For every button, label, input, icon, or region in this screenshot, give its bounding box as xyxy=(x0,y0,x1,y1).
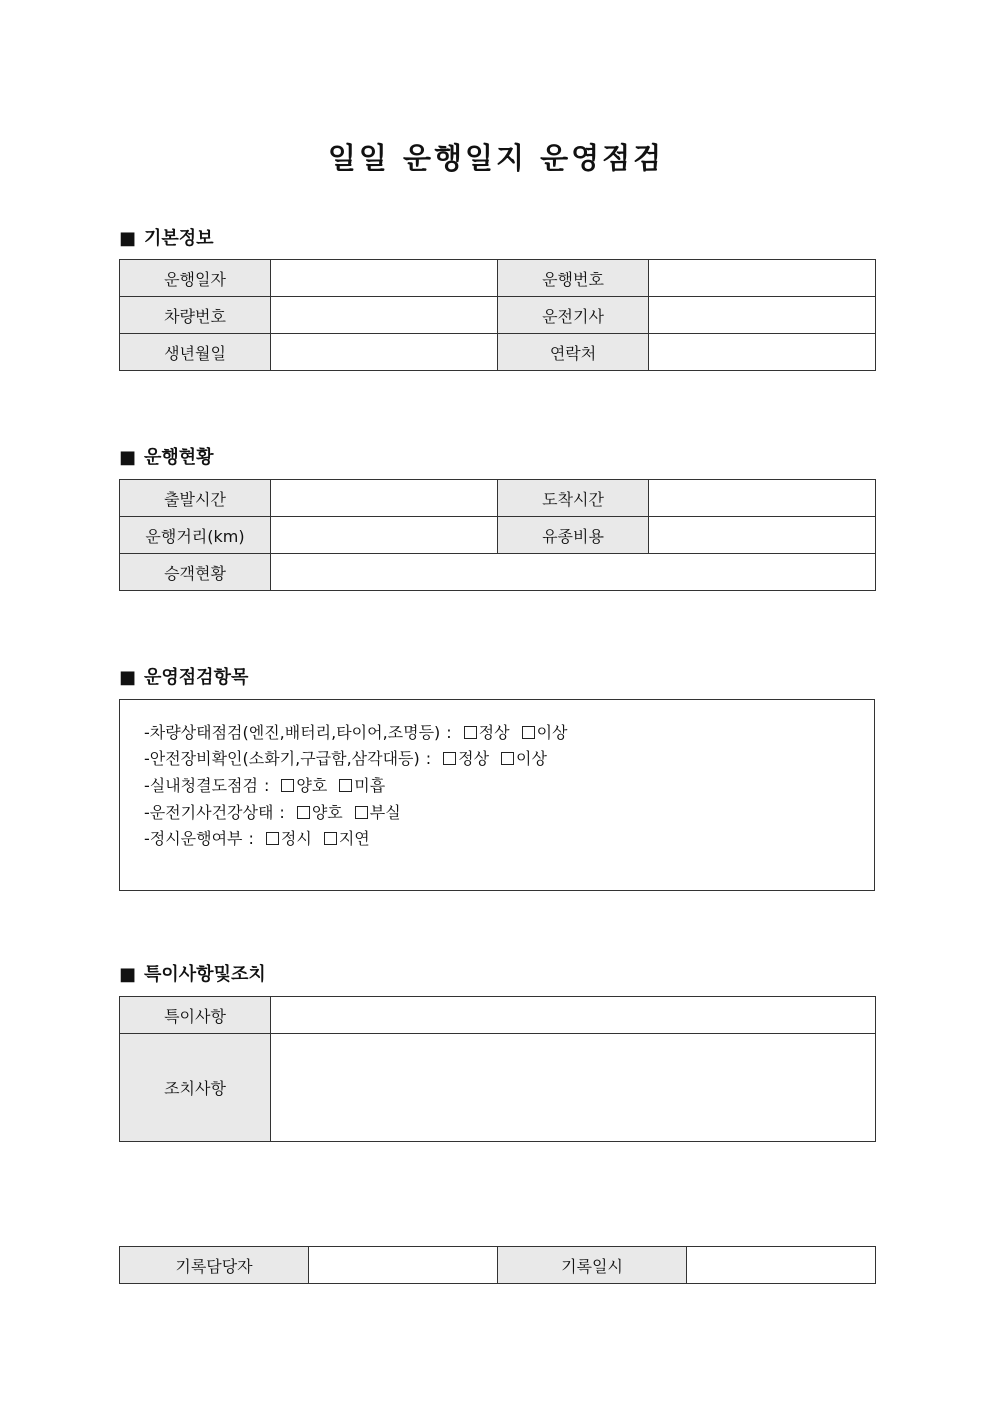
record-datetime-field[interactable] xyxy=(687,1247,876,1284)
driver-label: 운전기사 xyxy=(498,297,649,334)
table-row xyxy=(120,517,876,554)
checkbox[interactable] xyxy=(501,752,514,765)
section-heading-basic-label: 기본정보 xyxy=(144,228,214,249)
checkbox[interactable] xyxy=(281,779,294,792)
section-heading-inspection xyxy=(119,663,248,689)
distance-label: 운행거리(km) xyxy=(120,517,271,554)
contact-field[interactable] xyxy=(649,334,876,371)
actions-field[interactable] xyxy=(271,1034,876,1142)
checklist-item-label: -차량상태점검(엔진,배터리,타이어,조명등) xyxy=(144,723,441,742)
table-row xyxy=(120,997,876,1034)
departure-time-label: 출발시간 xyxy=(120,480,271,517)
table-row xyxy=(120,260,876,297)
square-bullet-icon: ■ xyxy=(119,228,137,249)
page-title: 일일 운행일지 운영점검 xyxy=(327,141,665,175)
section-heading-basic xyxy=(119,224,214,250)
section-heading-operation xyxy=(119,443,214,469)
checkbox[interactable] xyxy=(339,779,352,792)
checkbox[interactable] xyxy=(324,832,337,845)
table-row xyxy=(120,334,876,371)
drive-number-label: 운행번호 xyxy=(498,260,649,297)
contact-label: 연락처 xyxy=(498,334,649,371)
checkbox-label: 미흡 xyxy=(354,776,386,795)
drive-number-field[interactable] xyxy=(649,260,876,297)
checklist-item-vehicle: -차량상태점검(엔진,배터리,타이어,조명등) : 정상 이상 xyxy=(144,723,568,742)
record-datetime-label: 기록일시 xyxy=(498,1247,687,1284)
drive-date-field[interactable] xyxy=(271,260,498,297)
departure-time-field[interactable] xyxy=(271,480,498,517)
checklist-item-label: -실내청결도점검 xyxy=(144,776,258,795)
special-notes-label: 특이사항 xyxy=(120,997,271,1034)
section-heading-inspection-label: 운영점검항목 xyxy=(144,667,249,688)
section-heading-special xyxy=(119,960,266,986)
table-row xyxy=(120,480,876,517)
special-notes-field[interactable] xyxy=(271,997,876,1034)
square-bullet-icon: ■ xyxy=(119,447,137,468)
fuel-cost-label: 유종비용 xyxy=(498,517,649,554)
checkbox[interactable] xyxy=(355,806,368,819)
checklist-item-label: -운전기사건강상태 xyxy=(144,803,274,822)
section-heading-special-label: 특이사항및조치 xyxy=(144,964,266,985)
section-heading-operation-label: 운행현황 xyxy=(144,447,214,468)
checkbox[interactable] xyxy=(443,752,456,765)
recorder-field[interactable] xyxy=(309,1247,498,1284)
operation-status-table xyxy=(119,479,876,591)
checkbox-label: 양호 xyxy=(311,803,343,822)
checkbox-label: 정상 xyxy=(478,723,510,742)
birthdate-field[interactable] xyxy=(271,334,498,371)
checklist-item-cleanliness: -실내청결도점검 : 양호 미흡 xyxy=(144,776,386,795)
checkbox-label: 이상 xyxy=(516,749,547,768)
table-row xyxy=(120,554,876,591)
checklist-item-punctuality: -정시운행여부 : 정시 지연 xyxy=(144,829,370,848)
checkbox-label: 정상 xyxy=(458,749,490,768)
passenger-status-label: 승객현황 xyxy=(120,554,271,591)
checkbox-label: 이상 xyxy=(536,723,568,742)
driver-field[interactable] xyxy=(649,297,876,334)
checkbox-label: 부실 xyxy=(369,803,401,822)
checklist-item-label: -정시운행여부 xyxy=(144,829,243,848)
square-bullet-icon: ■ xyxy=(119,667,137,688)
special-notes-table xyxy=(119,996,876,1142)
checkbox[interactable] xyxy=(522,726,535,739)
table-row xyxy=(120,297,876,334)
vehicle-number-label: 차량번호 xyxy=(120,297,271,334)
checkbox-label: 정시 xyxy=(280,829,312,848)
square-bullet-icon: ■ xyxy=(119,964,137,985)
checkbox[interactable] xyxy=(266,832,279,845)
checkbox-label: 지연 xyxy=(338,829,370,848)
checkbox-label: 양호 xyxy=(296,776,328,795)
arrival-time-field[interactable] xyxy=(649,480,876,517)
recorder-label: 기록담당자 xyxy=(120,1247,309,1284)
fuel-cost-field[interactable] xyxy=(649,517,876,554)
arrival-time-label: 도착시간 xyxy=(498,480,649,517)
drive-date-label: 운행일자 xyxy=(120,260,271,297)
checklist-item-driver-health: -운전기사건강상태 : 양호 부실 xyxy=(144,803,401,822)
checklist-item-label: -안전장비확인(소화기,구급함,삼각대등) xyxy=(144,749,420,768)
checkbox[interactable] xyxy=(464,726,477,739)
record-table xyxy=(119,1246,876,1284)
vehicle-number-field[interactable] xyxy=(271,297,498,334)
inspection-checklist xyxy=(119,699,875,891)
passenger-status-field[interactable] xyxy=(271,554,876,591)
table-row xyxy=(120,1247,876,1284)
distance-field[interactable] xyxy=(271,517,498,554)
birthdate-label: 생년월일 xyxy=(120,334,271,371)
table-row xyxy=(120,1034,876,1142)
checklist-item-safety: -안전장비확인(소화기,구급함,삼각대등) : 정상 이상 xyxy=(144,749,547,768)
actions-label: 조치사항 xyxy=(120,1034,271,1142)
checkbox[interactable] xyxy=(297,806,310,819)
basic-info-table xyxy=(119,259,876,371)
